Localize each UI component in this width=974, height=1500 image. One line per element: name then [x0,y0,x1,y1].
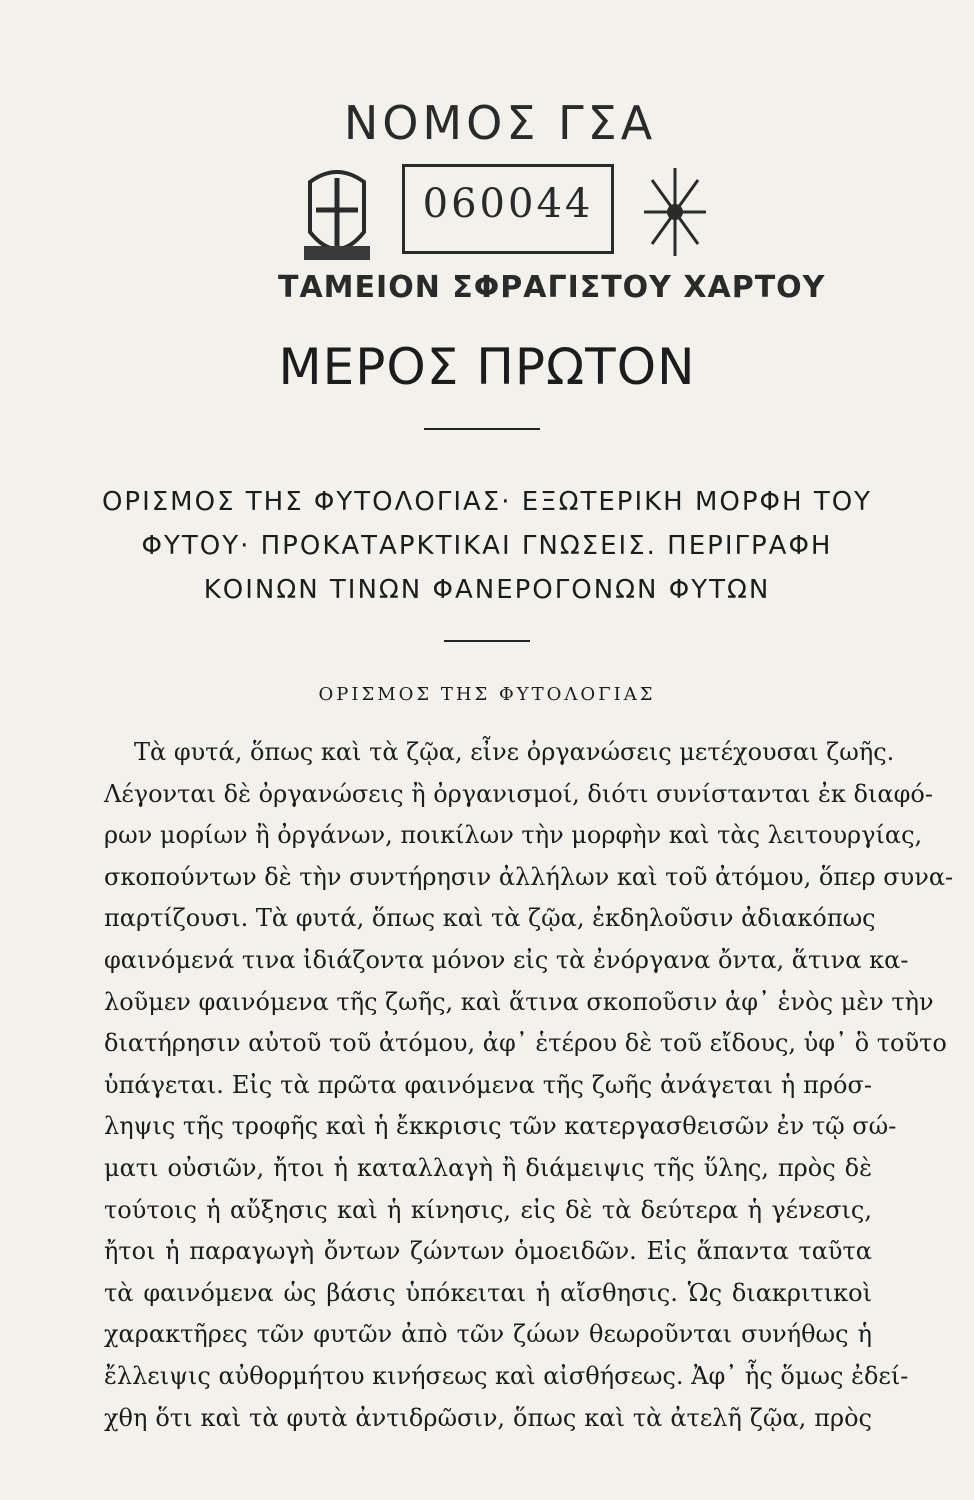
body-line: ἤτοι ἡ παραγωγὴ ὄντων ζώντων ὁμοειδῶν. Εἰς ἅπαντα ταῦτα [104,1237,872,1266]
title-divider [424,428,540,430]
body-line: χθη ὅτι καὶ τὰ φυτὰ ἀντιδρῶσιν, ὅπως καὶ τὰ ἀτελῆ ζῷα, πρὸς [104,1403,872,1432]
chapter-heading-line: ΦΥΤΟΥ· ΠΡΟΚΑΤΑΡΚΤΙΚΑΙ ΓΝΩΣΕΙΣ. ΠΕΡΙΓΡΑΦΗ [141,531,833,561]
body-line: παρτίζουσι. Τὰ φυτά, ὅπως καὶ τὰ ζῷα, ἐκδηλοῦσιν ἀδιακόπως [104,904,876,933]
body-line: τούτοις ἡ αὔξησις καὶ ἡ κίνησις, εἰς δὲ τὰ δεύτερα ἡ γένεσις, [104,1195,872,1224]
stamp-top-text: ΝΟΜΟΣ ΓΣΑ [343,96,657,150]
section-heading: ΟΡΙΣΜΟΣ ΤΗΣ ΦΥΤΟΛΟΓΙΑΣ [318,684,656,705]
body-line: φαινόμενά τινα ἰδιάζοντα μόνον εἰς τὰ ἐνόργανα ὄντα, ἅτινα κα- [104,945,909,974]
body-line: ληψις τῆς τροφῆς καὶ ἡ ἔκκρισις τῶν κατεργασθεισῶν ἐν τῷ σώ- [104,1112,897,1141]
body-line: διατήρησιν αὐτοῦ τοῦ ἀτόμου, ἀφ᾽ ἑτέρου δὲ τοῦ εἴδους, ὑφ᾽ ὃ τοῦτο [104,1029,947,1058]
body-paragraph [104,732,954,1439]
body-line: ματι οὐσιῶν, ἤτοι ἡ καταλλαγὴ ἢ διάμειψις τῆς ὕλης, πρὸς δὲ [104,1153,872,1182]
chapter-heading-line: ΚΟΙΝΩΝ ΤΙΝΩΝ ΦΑΝΕΡΟΓΟΝΩΝ ΦΥΤΩΝ [203,575,771,605]
body-line: σκοπούντων δὲ τὴν συντήρησιν ἀλλήλων καὶ τοῦ ἀτόμου, ὅπερ συνα- [104,862,954,891]
stamp-number: 060044 [422,181,594,227]
body-line: λοῦμεν φαινόμενα τῆς ζωῆς, καὶ ἅτινα σκοποῦσιν ἀφ᾽ ἑνὸς μὲν τὴν [104,987,934,1016]
body-line: ὑπάγεται. Εἰς τὰ πρῶτα φαινόμενα τῆς ζωῆς ἀνάγεται ἡ πρόσ- [104,1070,872,1099]
page-title: ΜΕΡΟΣ ΠΡΩΤΟΝ [278,338,696,396]
heading-divider [444,640,530,642]
stamp-bottom-text: ΤΑΜΕΙΟΝ ΣΦΡΑΓΙΣΤΟΥ ΧΑΡΤΟΥ [278,270,826,305]
body-line: Λέγονται δὲ ὀργανώσεις ἢ ὀργανισμοί, διότι συνίστανται ἐκ διαφό- [104,779,933,808]
body-line: ρων μορίων ἢ ὀργάνων, ποικίλων τὴν μορφὴν καὶ τὰς λειτουργίας, [104,821,923,850]
body-line: τὰ φαινόμενα ὡς βάσις ὑπόκειται ἡ αἴσθησις. Ὡς διακριτικοὶ [104,1278,872,1307]
stamp-number-box [402,164,614,254]
revenue-stamp [278,92,826,312]
chapter-heading [90,480,884,612]
body-line: Τὰ φυτά, ὅπως καὶ τὰ ζῷα, εἶνε ὀργανώσεις μετέχουσαι ζωῆς. [134,738,895,766]
body-line: χαρακτῆρες τῶν φυτῶν ἀπὸ τῶν ζώων θεωροῦνται συνήθως ἡ [104,1320,872,1349]
sunburst-icon [640,162,710,262]
body-line: ἔλλειψις αὐθορμήτου κινήσεως καὶ αἰσθήσεως. Ἀφ᾽ ἧς ὅμως ἐδεί- [104,1361,909,1390]
coat-of-arms-icon [300,162,374,272]
chapter-heading-line: ΟΡΙΣΜΟΣ ΤΗΣ ΦΥΤΟΛΟΓΙΑΣ· ΕΞΩΤΕΡΙΚΗ ΜΟΡΦΗ ΤΟΥ [101,487,873,517]
